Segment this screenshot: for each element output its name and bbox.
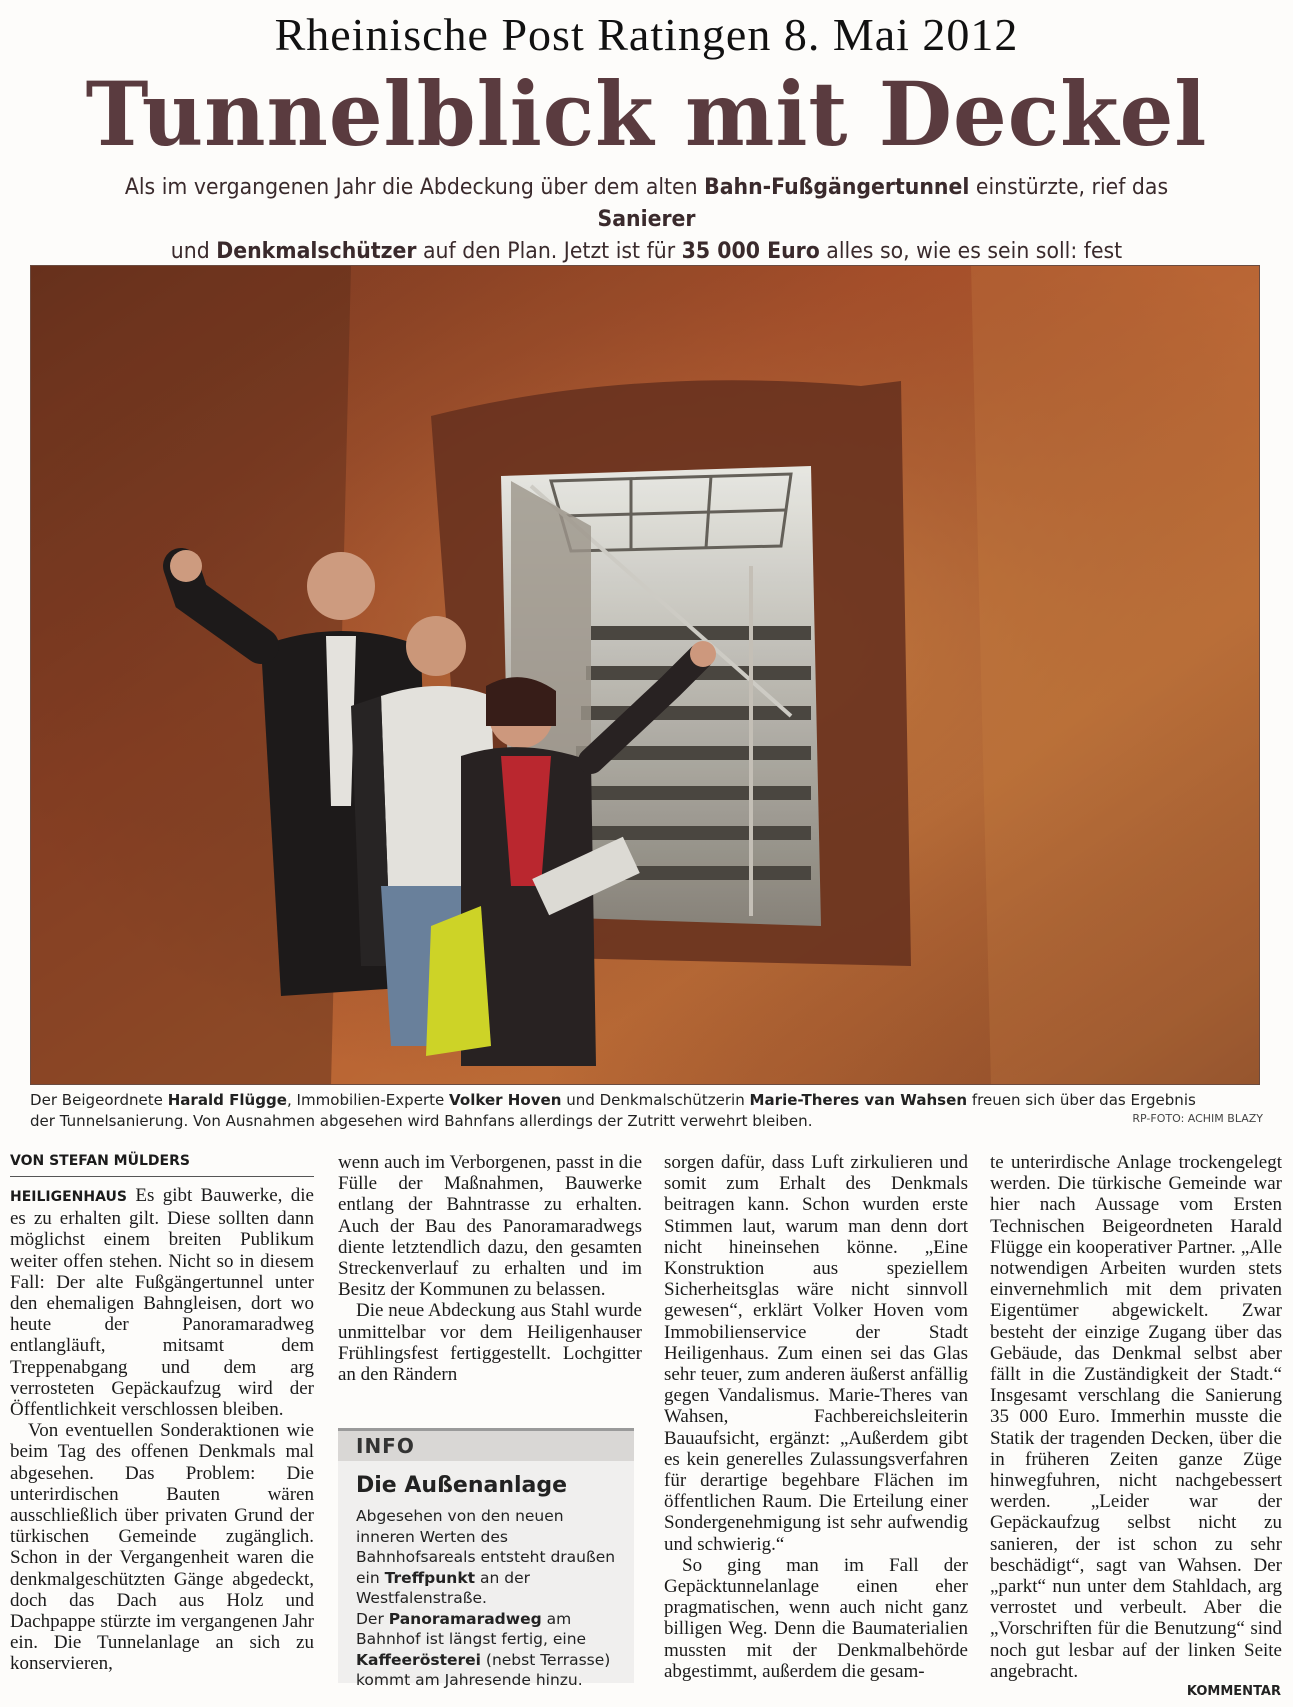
caption-name: Harald Flügge [167, 1091, 287, 1109]
photo-caption [30, 1090, 1223, 1132]
article-paragraph: te unterirdische Anlage trockengelegt werden. Die türkische Gemeinde war hier nach Aussage vom Ersten Technischen Beigeordneten Harald Flügge ein kooperativer Partner. „Alle notwendigen Arbeiten wurden stets einvernehmlich mit dem privaten Eigentümer abgewickelt. Zwar besteht der einzige Zugang über das Gebäude, das Denkmal selbst aber fällt in die Zuständigkeit der Stadt.“ Insgesamt verschlang die Sanierung 35 000 Euro. Immerhin musste die Statik der tragenden Decken, über die in früheren Zeiten ganze Züge hinwegfuhren, nicht nachgebessert werden. „Leider war der Gepäckaufzug selbst nicht zu sanieren, der ist schon zu sehr beschädigt“, sagt van Wahsen. Der „parkt“ nun unter dem Stahldach, arg verrostet und verbeult. Aber die „Vorschriften für die Benutzung“ sind noch gut lesbar auf der linken Seite angebracht. [990, 1152, 1282, 1682]
info-box-body [356, 1506, 616, 1691]
newspaper-source: Rheinische Post Ratingen 8. Mai 2012 [274, 9, 1019, 60]
info-text: am Bahnhof ist längst fertig, eine [356, 1609, 587, 1648]
subhead-bold: Denkmalschützer [216, 239, 417, 264]
tunnel-photo-illustration [31, 266, 1260, 1085]
subhead-text: und [170, 239, 217, 264]
article-paragraph: wenn auch im Verborgenen, passt in die Fülle der Maßnahmen, Bauwerke entlang der Bahntrasse zu erhalten. Auch der Bau des Panoramaradwegs diente letztendlich dazu, den gesamten Streckenverlauf zu erhalten und im Besitz der Kommunen zu belassen. [338, 1152, 642, 1301]
info-box [338, 1428, 634, 1689]
info-text: (nebst Terrasse) kommt am Jahresende hinzu. [356, 1650, 611, 1689]
photo-credit: RP-FOTO: ACHIM BLAZY [1132, 1112, 1263, 1125]
caption-text: und Denkmalschützerin [561, 1091, 750, 1109]
subhead-text: alles so, wie es sein soll: fest [826, 239, 1123, 264]
info-bold: Kaffeerösterei [356, 1650, 481, 1669]
article-paragraph: Die neue Abdeckung aus Stahl wurde unmittelbar vor dem Heiligenhauser Frühlingsfest fertiggestellt. Lochgitter an den Rändern [338, 1300, 642, 1386]
article-paragraph: So ging man im Fall der Gepäcktunnelanlage einen eher pragmatischen, wenn auch nicht ganz billigen Weg. Denn die Baumaterialien mussten mit der Denkmalbehörde abgestimmt, außerdem die gesam- [664, 1554, 968, 1682]
info-box-title: Die Außenanlage [356, 1473, 568, 1498]
info-bold: Panoramaradweg [388, 1609, 542, 1628]
caption-text: , Immobilien-Experte [286, 1091, 450, 1109]
caption-name: Volker Hoven [449, 1091, 562, 1109]
article-column-3 [664, 1152, 968, 1682]
info-text: Abgesehen von den neuen inneren Werten des Bahnhofsareals entsteht draußen ein [356, 1507, 616, 1587]
article-column-4 [990, 1152, 1282, 1682]
dateline: HEILIGENHAUS [10, 1189, 127, 1205]
article-paragraph [10, 1185, 314, 1420]
tunnel-photo [30, 265, 1260, 1085]
article-column-1 [10, 1152, 314, 1675]
caption-text: freuen sich über das Ergebnis der Tunnelsanierung. Von Ausnahmen abgesehen wird Bahnfans allerdings der Zutritt verwehrt bleiben. [30, 1091, 1196, 1130]
info-text: an der Westfalenstraße. [356, 1568, 530, 1607]
paragraph-text: Es gibt Bauwerke, die es zu erhalten gilt. Diese sollten dann möglichst einem breiten Publikum weiter offen stehen. Nicht so in diesem Fall: Der alte Fußgängertunnel unter den ehemaligen Bahngleisen, dort wo heute der Panoramaradweg entlangläuft, mitsamt dem Treppenabgang und dem arg verrosteten Gepäckaufzug wird der Öffentlichkeit verschlossen bleiben. [10, 1185, 314, 1421]
subhead-bold: Sanierer [597, 207, 696, 232]
subhead-text: Als im vergangenen Jahr die Abdeckung über dem alten [124, 175, 705, 200]
subhead-bold: 35 000 Euro [681, 239, 820, 264]
caption-name: Marie-Theres van Wahsen [749, 1091, 968, 1109]
info-box-tag: INFO [338, 1431, 634, 1461]
subhead-text: einstürzte, rief das [969, 175, 1169, 200]
byline: VON STEFAN MÜLDERS [10, 1152, 314, 1177]
subhead-text: auf den Plan. Jetzt ist für [416, 239, 682, 264]
article-column-2 [338, 1152, 642, 1385]
subhead-bold: Bahn-Fußgängertunnel [704, 175, 970, 200]
caption-text: Der Beigeordnete [30, 1091, 168, 1109]
article-paragraph: Von eventuellen Sonderaktionen wie beim Tag des offenen Denkmals mal abgesehen. Das Problem: Die unterirdischen Bauten wären ausschließlich über privaten Grund der türkischen Gemeinde zugänglich. Schon in der Vergangenheit waren die denkmalgeschützten Gänge abgedeckt, doch das Dach aus Holz und Dachpappe stürzte im vergangenen Jahr ein. Die Tunnelanlage an sich zu konservieren, [10, 1420, 314, 1675]
info-text: Der [356, 1609, 389, 1628]
article-paragraph: sorgen dafür, dass Luft zirkulieren und somit zum Erhalt des Denkmals beitragen kann. Schon wurden erste Stimmen laut, warum man denn dort nicht hineinsehen könne. „Eine Konstruktion aus speziellem Sicherheitsglas wäre nicht sinnvoll gewesen“, erklärt Volker Hoven vom Immobilienservice der Stadt Heiligenhaus. Zum einen sei das Glas sehr teuer, zum anderen äußerst anfällig gegen Vandalismus. Marie-Theres van Wahsen, Fachbereichsleiterin Bauaufsicht, ergänzt: „Außerdem gibt es kein generelles Zulassungsverfahren für derartige begehbare Flächen im öffentlichen Raum. Die Erteilung einer Sondergenehmigung ist sehr aufwendig und schwierig.“ [664, 1152, 968, 1555]
headline: Tunnelblick mit Deckel [85, 62, 1208, 166]
info-bold: Treffpunkt [384, 1568, 476, 1587]
kommentar-link[interactable]: KOMMENTAR [1186, 1684, 1281, 1699]
